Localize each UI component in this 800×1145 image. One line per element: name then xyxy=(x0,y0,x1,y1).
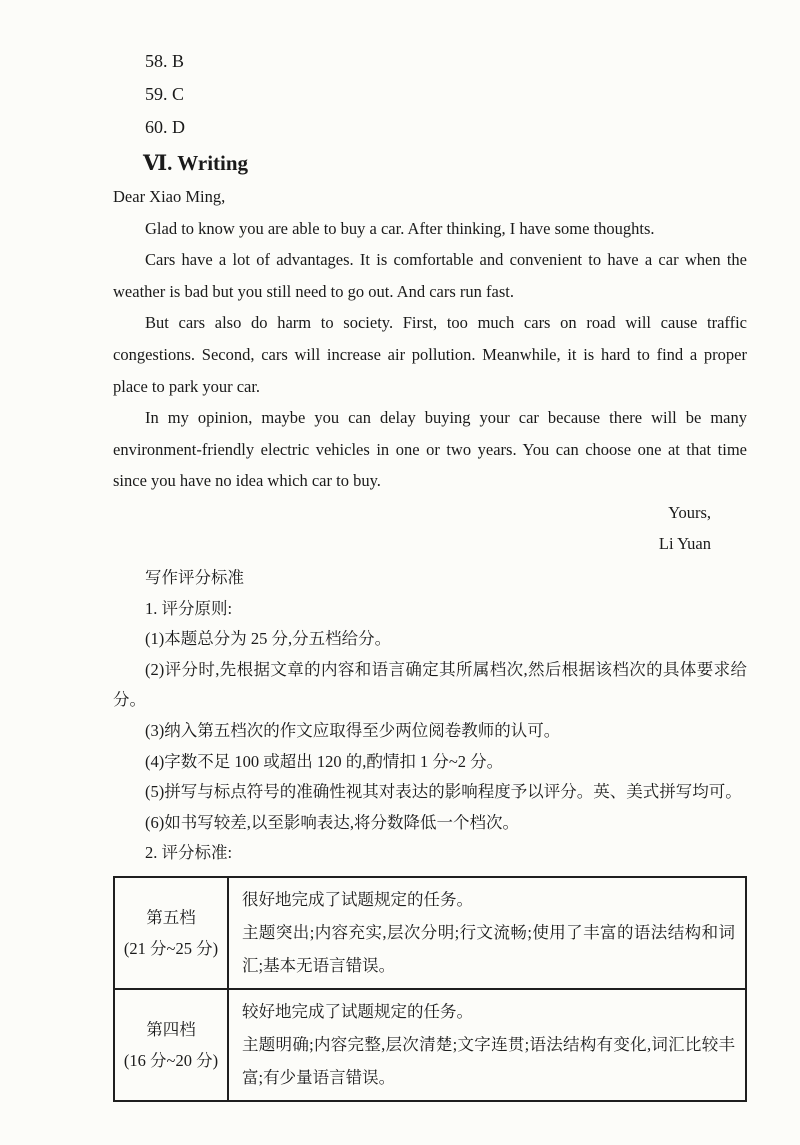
level-cell-4 xyxy=(114,989,228,1101)
level-score-range: (21 分~25 分) xyxy=(123,938,219,958)
letter-closing-block xyxy=(113,497,747,559)
table-row-level-5 xyxy=(114,877,746,989)
description-line-2: 主题明确;内容完整,层次清楚;文字连贯;语法结构有变化,词汇比较丰富;有少量语言错误。 xyxy=(242,1034,735,1087)
answer-line-59: 59. C xyxy=(145,84,185,104)
description-cell-4 xyxy=(228,989,746,1101)
principle-item-1: (1)本题总分为 25 分,分五档给分。 xyxy=(145,629,392,649)
answer-line-60: 60. D xyxy=(145,117,185,137)
principle-item-4: (4)字数不足 100 或超出 120 的,酌情扣 1 分~2 分。 xyxy=(145,751,504,771)
letter-paragraph-1: Glad to know you are able to buy a car. After thinking, I have some thoughts. xyxy=(145,218,655,238)
principle-item-5: (5)拼写与标点符号的准确性视其对表达的影响程度予以评分。英、美式拼写均可。 xyxy=(145,782,742,802)
scoring-standards-table xyxy=(113,876,747,1102)
description-line-1: 较好地完成了试题规定的任务。 xyxy=(242,1001,473,1021)
description-line-1: 很好地完成了试题规定的任务。 xyxy=(242,889,473,909)
description-cell-5 xyxy=(228,877,746,989)
writing-section-title: Ⅵ. Writing xyxy=(143,151,249,175)
principle-item-3: (3)纳入第五档次的作文应取得至少两位阅卷教师的认可。 xyxy=(145,720,561,740)
description-line-2: 主题突出;内容充实,层次分明;行文流畅;使用了丰富的语法结构和词汇;基本无语言错误。 xyxy=(242,922,735,975)
letter-signature: Li Yuan xyxy=(658,533,711,553)
letter-paragraph-4: In my opinion, maybe you can delay buying your car because there will be many environment-friendly electric vehicles in one or two years. You can choose one at that time since you have no idea which car to buy. xyxy=(113,408,747,491)
level-name: 第四档 xyxy=(146,1019,196,1039)
scoring-rubric xyxy=(113,563,747,1102)
rubric-title: 写作评分标准 xyxy=(145,567,244,587)
sample-letter xyxy=(113,181,747,559)
table-row-level-4 xyxy=(114,989,746,1101)
letter-closing: Yours, xyxy=(668,502,711,522)
standards-heading: 2. 评分标准: xyxy=(145,843,233,863)
answer-line-58: 58. B xyxy=(145,51,185,71)
level-cell-5 xyxy=(114,877,228,989)
letter-salutation: Dear Xiao Ming, xyxy=(113,187,226,206)
level-score-range: (16 分~20 分) xyxy=(123,1050,219,1070)
principle-item-2: (2)评分时,先根据文章的内容和语言确定其所属档次,然后根据该档次的具体要求给分。 xyxy=(113,659,747,710)
principles-heading: 1. 评分原则: xyxy=(145,598,233,618)
letter-paragraph-3: But cars also do harm to society. First, too much cars on road will cause traffic congestions. Second, cars will increase air pollution. Meanwhile, it is hard to find a proper place to park your car. xyxy=(113,313,747,396)
level-name: 第五档 xyxy=(146,907,196,927)
letter-paragraph-2: Cars have a lot of advantages. It is comfortable and convenient to have a car when the weather is bad but you still need to go out. And cars run fast. xyxy=(113,250,747,301)
principle-item-6: (6)如书写较差,以至影响表达,将分数降低一个档次。 xyxy=(145,812,519,832)
answer-key-list xyxy=(113,45,747,144)
